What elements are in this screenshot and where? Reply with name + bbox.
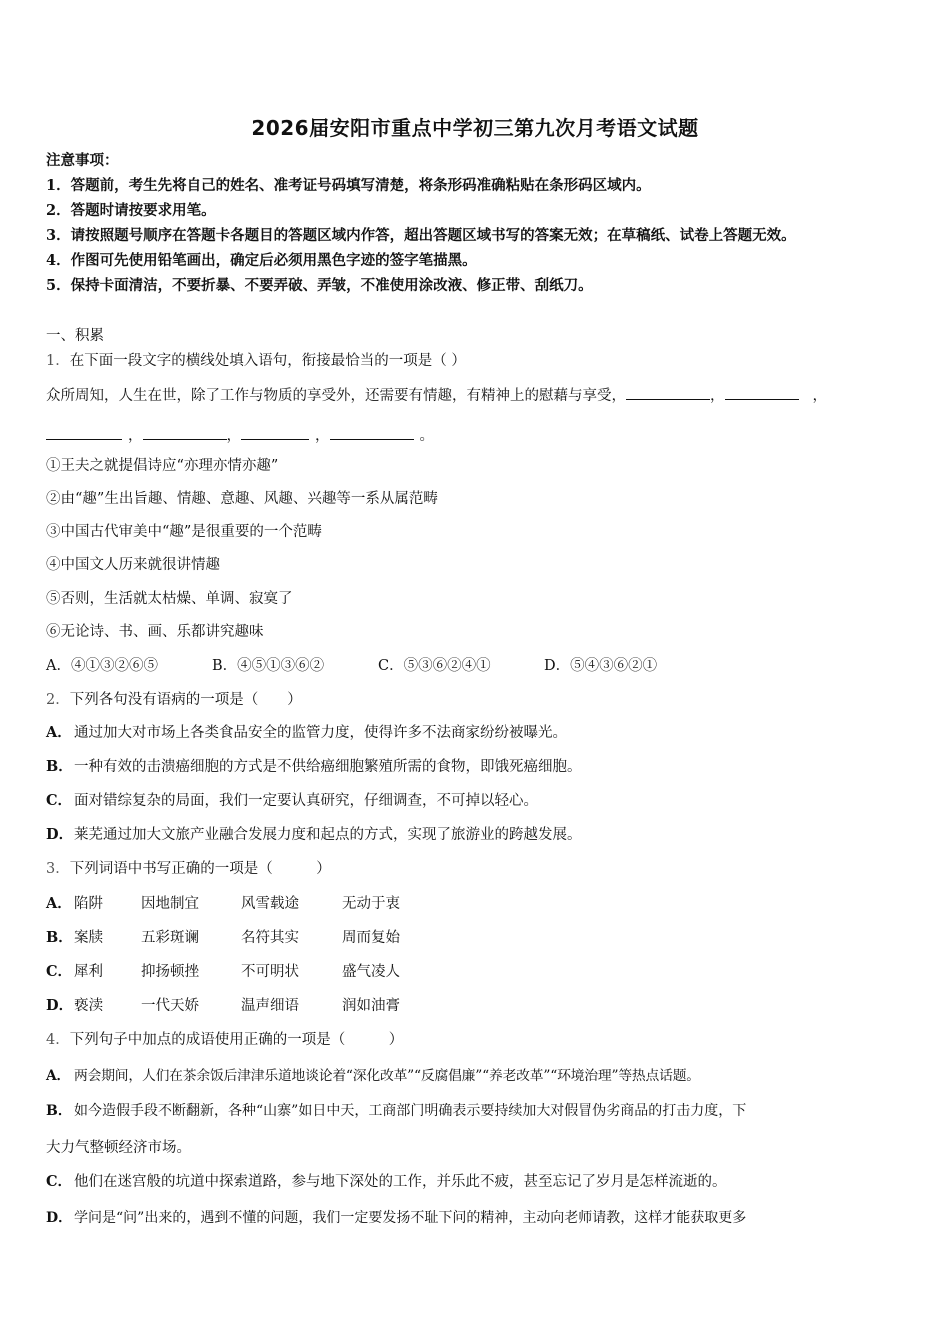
option-d[interactable]: D．⑤④③⑥②① (544, 658, 658, 674)
option-c[interactable] (46, 1172, 727, 1192)
option-a[interactable] (46, 723, 567, 743)
option-c[interactable]: C．⑤③⑥②④① (378, 658, 491, 674)
option-b[interactable] (46, 757, 582, 777)
fill-blank[interactable] (725, 385, 799, 400)
question-1-options (46, 656, 710, 676)
punct: ， (812, 388, 827, 404)
option-word: 因地制宜 (141, 896, 199, 912)
fill-blank[interactable] (143, 425, 227, 440)
option-word: 陷阱 (74, 896, 103, 912)
fill-blank[interactable] (46, 425, 122, 440)
option-word: 无动于衷 (342, 896, 400, 912)
option-a[interactable]: A．④①③②⑥⑤ (46, 658, 158, 674)
option-d[interactable] (46, 825, 582, 845)
option-label: A． (46, 895, 72, 912)
option-text: 面对错综复杂的局面，我们一定要认真研究，仔细调查，不可掉以轻心。 (74, 793, 538, 809)
option-c[interactable] (46, 791, 538, 811)
option-text: 一种有效的击溃癌细胞的方式是不供给癌细胞繁殖所需的食物，即饿死癌细胞。 (74, 759, 582, 775)
option-label: A． (46, 1068, 71, 1084)
option-b[interactable]: B．④⑤①③⑥② (212, 658, 325, 674)
sentence-item: ⑤否则，生活就太枯燥、单调、寂寞了 (46, 591, 293, 607)
option-word: 抑扬顿挫 (141, 964, 199, 980)
option-word: 盛气凌人 (342, 964, 400, 980)
fill-blank[interactable] (330, 425, 414, 440)
question-1-blanks (46, 425, 434, 446)
option-label: A． (46, 724, 72, 741)
sentence-item: ⑥无论诗、书、画、乐都讲究趣味 (46, 624, 264, 640)
option-label: B． (46, 929, 73, 946)
option-a[interactable] (46, 894, 400, 914)
notice-item: 5．保持卡面清洁，不要折暴、不要弄破、弄皱，不准使用涂改液、修正带、刮纸刀。 (46, 277, 593, 294)
option-word: 温声细语 (241, 998, 299, 1014)
question-number: 3． (46, 861, 70, 877)
question-text: 下列词语中书写正确的一项是（ ） (69, 861, 331, 877)
option-word: 案牍 (74, 930, 103, 946)
question-4-stem (46, 1030, 403, 1050)
question-number: 2． (46, 692, 70, 708)
option-word: 一代天娇 (141, 998, 199, 1014)
notice-item: 4．作图可先使用铅笔画出，确定后必须用黑色字迹的签字笔描黑。 (46, 252, 477, 269)
question-text: 下列各句没有语病的一项是（ ） (69, 692, 302, 708)
question-3-stem (46, 859, 331, 879)
option-c[interactable] (46, 962, 400, 982)
passage-text: 众所周知，人生在世，除了工作与物质的享受外，还需要有情趣，有精神上的慰藉与享受， (46, 388, 626, 404)
notice-item: 2．答题时请按要求用笔。 (46, 202, 216, 219)
question-text: 下列句子中加点的成语使用正确的一项是（ ） (69, 1032, 404, 1048)
punct: ， (710, 388, 725, 404)
option-label: D． (46, 997, 74, 1014)
option-text: 两会期间，人们在茶余饭后津津乐道地谈论着“深化改革”“反腐倡廉”“养老改革”“环境治理”等热点话题。 (74, 1068, 700, 1084)
option-word: 犀利 (74, 964, 103, 980)
option-text: 学问是“问”出来的，遇到不懂的问题，我们一定要发扬不耻下问的精神，主动向老师请教，这样才能获取更多 (74, 1210, 747, 1226)
option-word: 周而复始 (342, 930, 400, 946)
option-b[interactable] (46, 928, 400, 948)
option-word: 亵渎 (74, 998, 103, 1014)
option-word: 润如油膏 (342, 998, 400, 1014)
option-label: D． (46, 826, 74, 843)
option-label: B． (46, 758, 73, 775)
question-1-stem (46, 351, 466, 371)
punct: ， (128, 428, 143, 444)
option-label: B． (46, 1103, 72, 1119)
question-2-stem (46, 690, 302, 710)
option-b[interactable] (46, 1101, 746, 1121)
option-text: 通过加大对市场上各类食品安全的监管力度，使得许多不法商家纷纷被曝光。 (74, 725, 567, 741)
question-number: 1． (46, 353, 70, 369)
notice-heading: 注意事项： (46, 152, 119, 169)
option-text: 莱芜通过加大文旅产业融合发展力度和起点的方式，实现了旅游业的跨越发展。 (74, 827, 582, 843)
option-label: D． (46, 1210, 73, 1226)
sentence-item: ③中国古代审美中“趣”是很重要的一个范畴 (46, 524, 322, 540)
punct: ， (315, 428, 330, 444)
option-text: 如今造假手段不断翻新，各种“山寨”如日中天，工商部门明确表示要持续加大对假冒伪劣商品的打击力度，下 (74, 1103, 747, 1119)
sentence-item: ②由“趣”生出旨趣、情趣、意趣、风趣、兴趣等一系从属范畴 (46, 491, 438, 507)
notice-item: 3．请按照题号顺序在答题卡各题目的答题区域内作答，超出答题区域书写的答案无效；在草稿纸、试卷上答题无效。 (46, 227, 796, 244)
section-heading: 一、积累 (46, 328, 104, 344)
option-label: C． (46, 1173, 73, 1190)
option-d[interactable] (46, 1208, 746, 1228)
option-word: 风雪载途 (241, 896, 299, 912)
sentence-item: ①王夫之就提倡诗应“亦理亦情亦趣” (46, 458, 279, 474)
option-word: 不可明状 (241, 964, 299, 980)
option-d[interactable] (46, 996, 400, 1016)
fill-blank[interactable] (241, 425, 309, 440)
option-b-continued: 大力气整顿经济市场。 (46, 1140, 191, 1156)
notice-item: 1．答题前，考生先将自己的姓名、准考证号码填写清楚，将条形码准确粘贴在条形码区域内。 (46, 177, 651, 194)
question-1-passage (46, 385, 827, 406)
option-word: 名符其实 (241, 930, 299, 946)
sentence-item: ④中国文人历来就很讲情趣 (46, 557, 220, 573)
option-a[interactable] (46, 1066, 700, 1086)
question-number: 4． (46, 1032, 70, 1048)
option-text: 他们在迷宫般的坑道中探索道路，参与地下深处的工作，并乐此不疲，甚至忘记了岁月是怎样流逝的。 (74, 1174, 727, 1190)
option-label: C． (46, 792, 73, 809)
option-word: 五彩斑谰 (141, 930, 199, 946)
question-text: 在下面一段文字的横线处填入语句，衔接最恰当的一项是（ ） (69, 353, 466, 369)
fill-blank[interactable] (626, 385, 710, 400)
punct: 。 (419, 428, 434, 444)
option-label: C． (46, 963, 73, 980)
page-title: 2026届安阳市重点中学初三第九次月考语文试题 (251, 116, 699, 140)
punct: ， (226, 428, 241, 444)
